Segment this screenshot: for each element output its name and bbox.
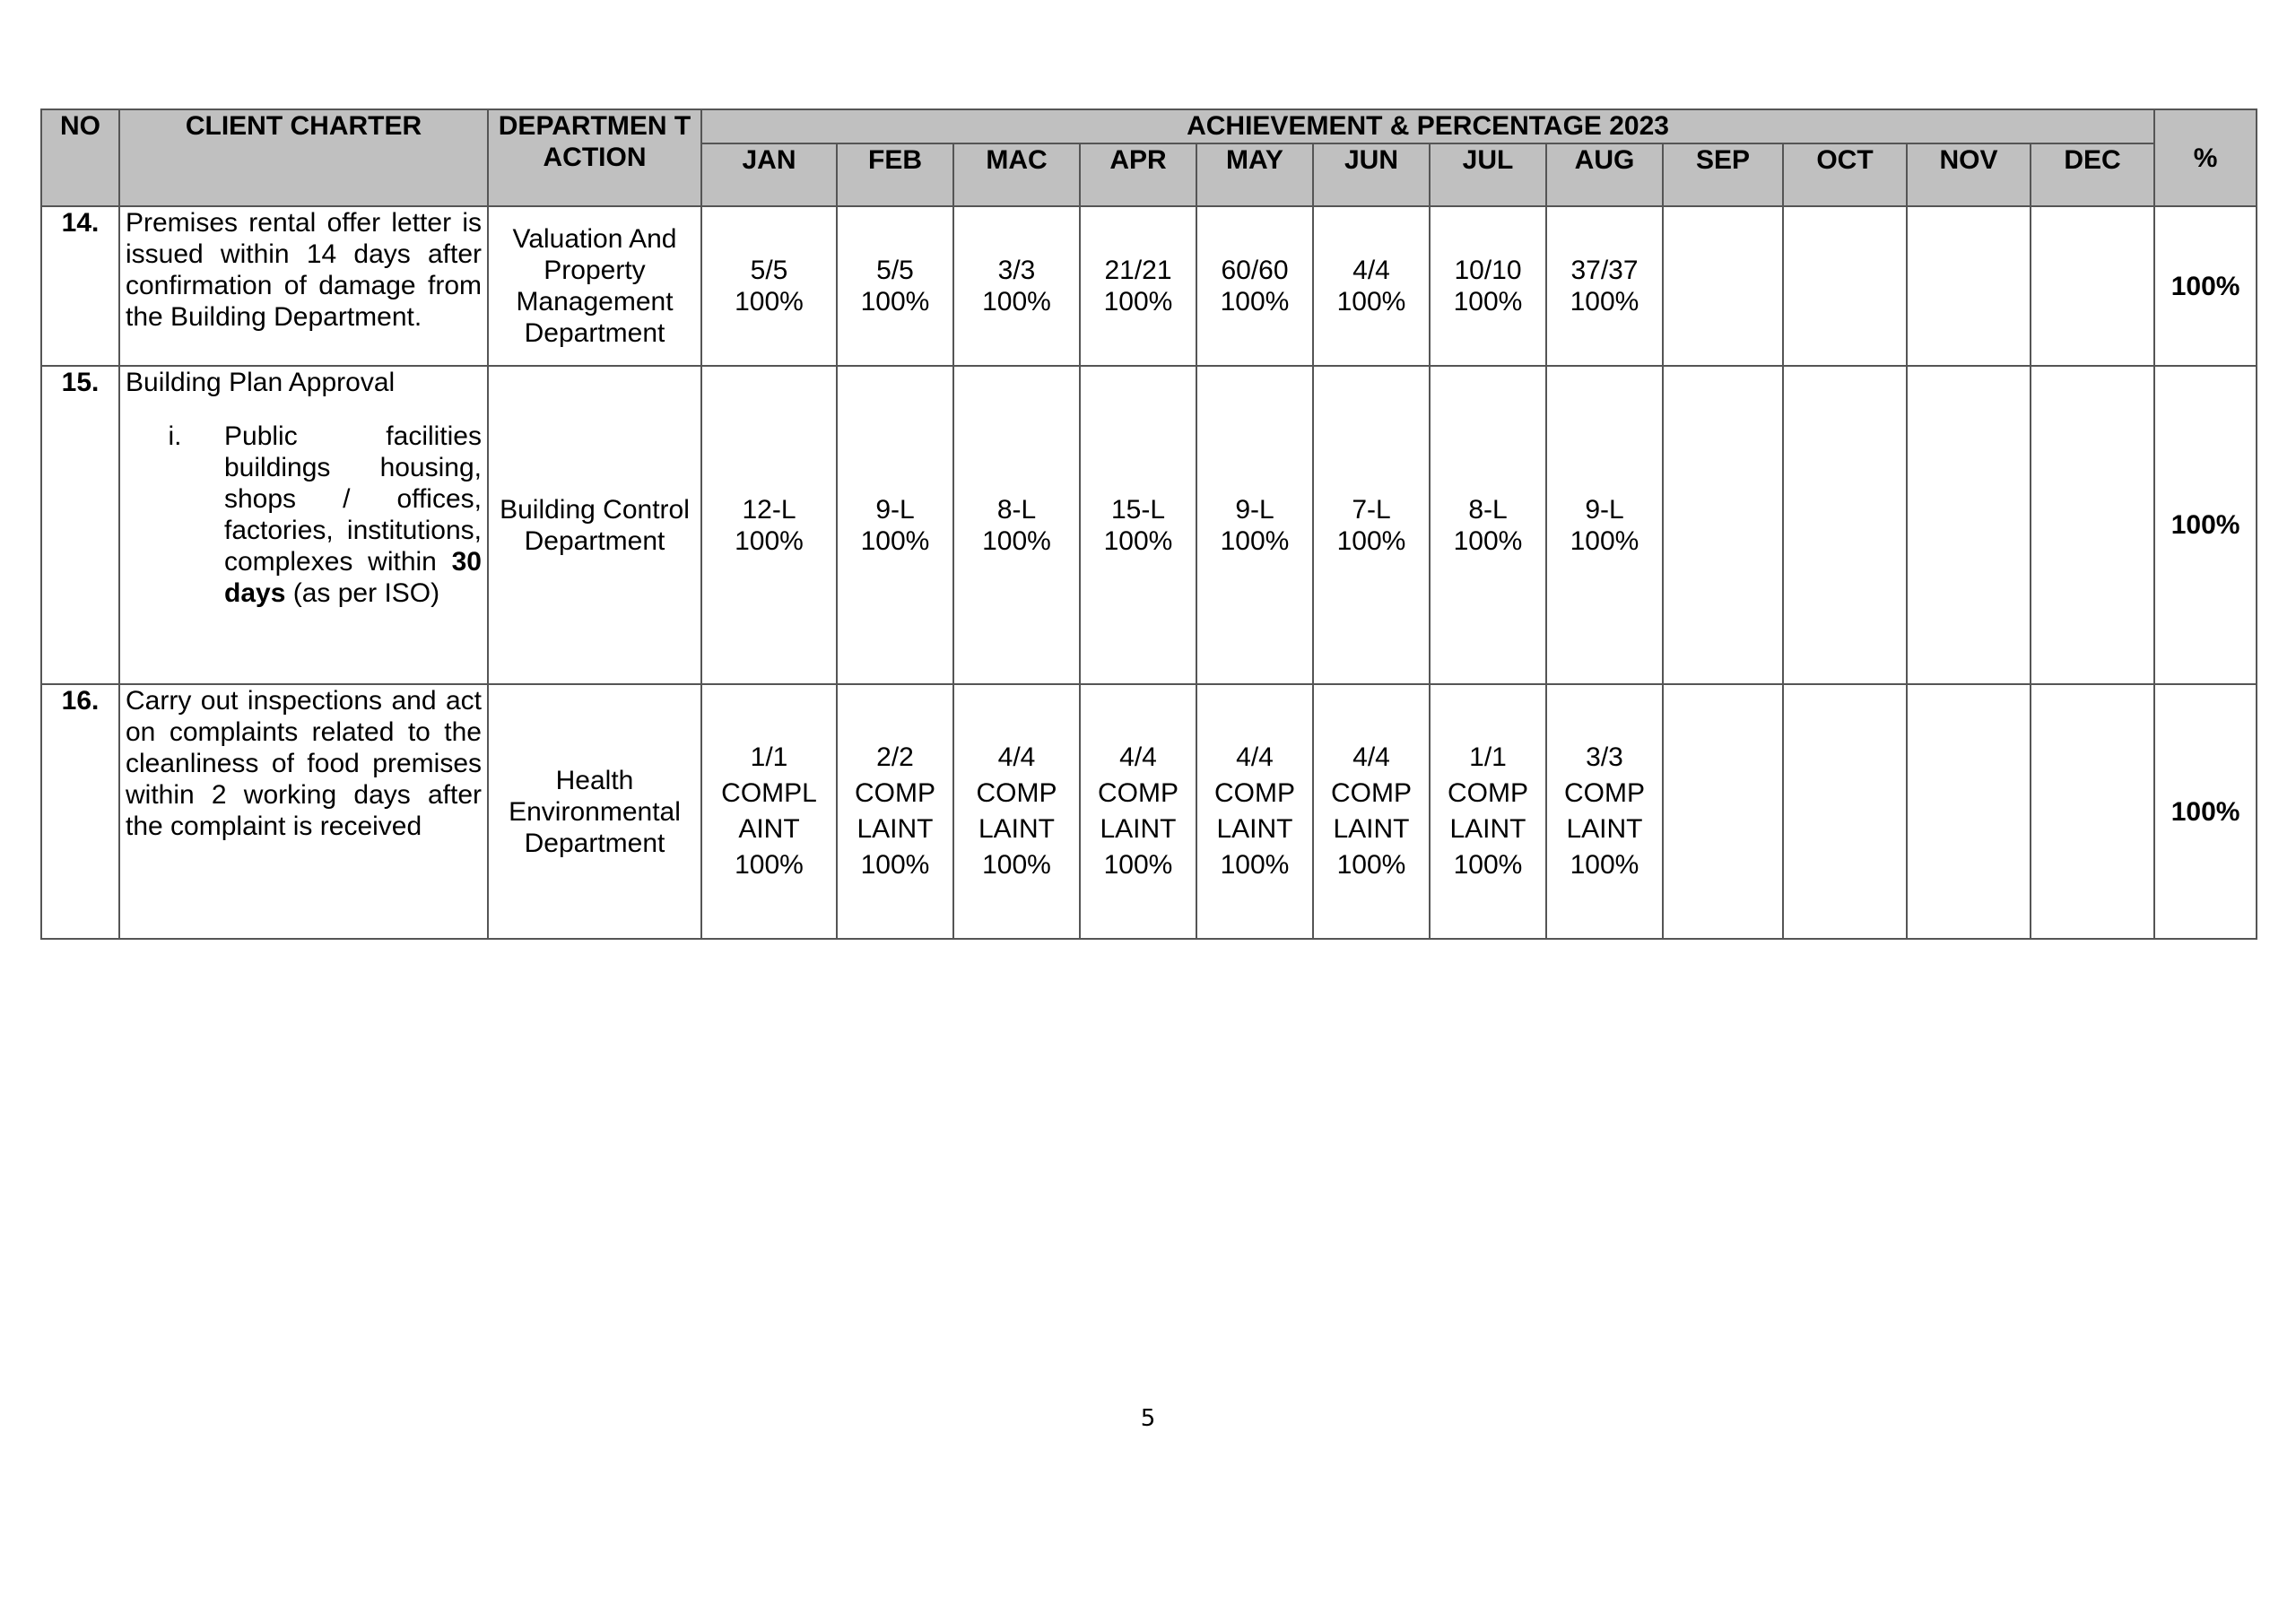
month-value-cell	[1907, 366, 2031, 684]
month-value-cell	[1430, 206, 1546, 366]
client-charter-cell	[119, 684, 488, 939]
month-value-line: 7-L	[1352, 494, 1391, 525]
sub-item-text	[224, 421, 482, 609]
month-value-line: 100%	[1103, 525, 1173, 556]
row-number: 14.	[41, 206, 119, 366]
header-no: NO	[41, 109, 119, 206]
month-value-line: 4/4	[1119, 742, 1157, 772]
month-value-cell	[1663, 684, 1783, 939]
month-value-cell	[1196, 206, 1313, 366]
month-value-cell	[837, 206, 953, 366]
month-value-line: 12-L	[742, 494, 796, 525]
table-row	[41, 684, 2257, 939]
sub-item-tail: (as per ISO)	[292, 578, 440, 608]
header-month-mac: MAC	[953, 143, 1080, 206]
month-value-line: 10/10	[1454, 256, 1522, 285]
month-value-cell	[701, 366, 837, 684]
sub-item-body: Public facilities buildings housing, shops / offices, factories, institutions, complexes within	[224, 421, 482, 577]
month-value-line: 100%	[860, 525, 930, 556]
month-value-line: 100%	[1220, 525, 1290, 556]
header-department-action: DEPARTMEN T ACTION	[488, 109, 701, 206]
month-value-line: 100%	[1570, 287, 1639, 317]
month-value-line: 100%	[1103, 850, 1173, 880]
month-value-cell	[1430, 684, 1546, 939]
month-value-line: AINT	[738, 814, 800, 844]
header-month-may: MAY	[1196, 143, 1313, 206]
department-cell: Health Environmental Department	[488, 684, 701, 939]
overall-percent-cell: 100%	[2154, 206, 2257, 366]
charter-text: Building Plan Approval	[126, 368, 396, 397]
table-row	[41, 206, 2257, 366]
month-value-line: LAINT	[1449, 814, 1526, 844]
overall-percent-cell: 100%	[2154, 684, 2257, 939]
month-value-cell	[1783, 206, 1907, 366]
month-value-line: COMP	[1564, 778, 1645, 808]
charter-text: Premises rental offer letter is issued within 14 days after confirmation of damage from the Building Department.	[126, 208, 482, 332]
month-value-cell	[701, 206, 837, 366]
month-value-line: COMP	[1331, 778, 1412, 808]
month-value-cell	[1907, 684, 2031, 939]
month-value-line: 100%	[1220, 287, 1290, 317]
month-value-line: 8-L	[1468, 494, 1508, 525]
row-number: 15.	[41, 366, 119, 684]
month-value-line: 5/5	[876, 256, 914, 285]
month-value-line: 100%	[1570, 525, 1639, 556]
month-value-line: 4/4	[1352, 742, 1390, 772]
month-value-cell	[1783, 684, 1907, 939]
month-value-cell	[1080, 684, 1196, 939]
month-value-line: COMP	[976, 778, 1057, 808]
month-value-line: 3/3	[1586, 742, 1623, 772]
month-value-line: 100%	[735, 850, 804, 880]
month-value-cell	[1663, 366, 1783, 684]
header-row-top	[41, 109, 2257, 143]
month-value-line: 15-L	[1110, 494, 1166, 525]
month-value-line: 100%	[982, 287, 1051, 317]
header-month-jun: JUN	[1313, 143, 1430, 206]
month-value-line: COMPL	[721, 778, 817, 808]
header-month-dec: DEC	[2031, 143, 2154, 206]
month-value-line: 100%	[1103, 287, 1173, 317]
header-month-jan: JAN	[701, 143, 837, 206]
month-value-line: 8-L	[996, 494, 1037, 525]
charter-text: Carry out inspections and act on complaints related to the cleanliness of food premises within 2 working days after the complaint is received	[126, 686, 482, 841]
month-value-cell	[953, 366, 1080, 684]
month-value-cell	[1313, 206, 1430, 366]
month-value-line: 100%	[1453, 525, 1523, 556]
month-value-line: 9-L	[1235, 494, 1274, 525]
month-value-line: 2/2	[876, 742, 914, 772]
month-value-cell	[1663, 206, 1783, 366]
header-month-nov: NOV	[1907, 143, 2031, 206]
month-value-line: COMP	[1448, 778, 1528, 808]
month-value-cell	[1907, 206, 2031, 366]
header-month-oct: OCT	[1783, 143, 1907, 206]
month-value-line: 9-L	[875, 494, 915, 525]
month-value-line: COMP	[1098, 778, 1178, 808]
month-value-line: 100%	[860, 850, 930, 880]
month-value-cell	[1430, 366, 1546, 684]
month-value-line: 4/4	[1236, 742, 1274, 772]
month-value-line: 1/1	[750, 742, 788, 772]
sub-item-marker: i.	[168, 421, 182, 451]
month-value-line: 100%	[1453, 850, 1523, 880]
header-month-sep: SEP	[1663, 143, 1783, 206]
month-value-line: LAINT	[1566, 814, 1643, 844]
header-month-feb: FEB	[837, 143, 953, 206]
month-value-line: 4/4	[1352, 256, 1390, 285]
month-value-cell	[837, 684, 953, 939]
month-value-line: 21/21	[1104, 256, 1172, 285]
month-value-cell	[1783, 366, 1907, 684]
month-value-line: 100%	[1570, 850, 1639, 880]
month-value-cell	[1313, 684, 1430, 939]
month-value-line: COMP	[1214, 778, 1295, 808]
department-cell: Valuation And Property Management Department	[488, 206, 701, 366]
month-value-cell	[837, 366, 953, 684]
department-cell: Building Control Department	[488, 366, 701, 684]
month-value-cell	[2031, 206, 2154, 366]
header-percent: %	[2154, 109, 2257, 206]
month-value-line: 4/4	[997, 742, 1036, 772]
month-value-line: 60/60	[1221, 256, 1289, 285]
month-value-line: 100%	[1336, 525, 1406, 556]
table-row	[41, 366, 2257, 684]
month-value-line: 100%	[1336, 287, 1406, 317]
header-client-charter: CLIENT CHARTER	[119, 109, 488, 206]
month-value-cell	[1080, 206, 1196, 366]
month-value-line: 100%	[1336, 850, 1406, 880]
month-value-cell	[1313, 366, 1430, 684]
month-value-line: LAINT	[1216, 814, 1293, 844]
table-body	[41, 206, 2257, 939]
month-value-cell	[1546, 366, 1663, 684]
month-value-line: 100%	[735, 287, 804, 317]
month-value-cell	[1546, 684, 1663, 939]
row-number: 16.	[41, 684, 119, 939]
month-value-line: LAINT	[1100, 814, 1177, 844]
page-number: 5	[1140, 1405, 1156, 1432]
month-value-line: 100%	[982, 525, 1051, 556]
month-value-line: LAINT	[857, 814, 934, 844]
month-value-line: LAINT	[978, 814, 1056, 844]
month-value-cell	[1196, 366, 1313, 684]
month-value-line: 100%	[1220, 850, 1290, 880]
month-value-line: 9-L	[1585, 494, 1624, 525]
month-value-line: LAINT	[1333, 814, 1410, 844]
month-value-cell	[701, 684, 837, 939]
month-value-line: 100%	[1453, 287, 1523, 317]
overall-percent-cell: 100%	[2154, 366, 2257, 684]
header-month-apr: APR	[1080, 143, 1196, 206]
month-value-cell	[1080, 366, 1196, 684]
client-charter-table	[40, 108, 2257, 940]
month-value-line: 37/37	[1570, 256, 1639, 285]
month-value-cell	[953, 684, 1080, 939]
month-value-cell	[1546, 206, 1663, 366]
client-charter-cell	[119, 206, 488, 366]
header-achievement: ACHIEVEMENT & PERCENTAGE 2023	[701, 109, 2154, 143]
client-charter-cell	[119, 366, 488, 684]
month-value-line: COMP	[855, 778, 935, 808]
header-month-aug: AUG	[1546, 143, 1663, 206]
month-value-cell	[953, 206, 1080, 366]
sub-item-deadline: 30 days	[224, 547, 482, 608]
header-month-jul: JUL	[1430, 143, 1546, 206]
month-value-line: 100%	[982, 850, 1051, 880]
month-value-line: 100%	[860, 287, 930, 317]
month-value-cell	[1196, 684, 1313, 939]
month-value-line: 3/3	[997, 256, 1036, 285]
month-value-line: 100%	[735, 525, 804, 556]
month-value-line: 1/1	[1469, 742, 1507, 772]
month-value-cell	[2031, 684, 2154, 939]
month-value-line: 5/5	[750, 256, 788, 285]
charter-sub-item	[126, 421, 482, 609]
month-value-cell	[2031, 366, 2154, 684]
